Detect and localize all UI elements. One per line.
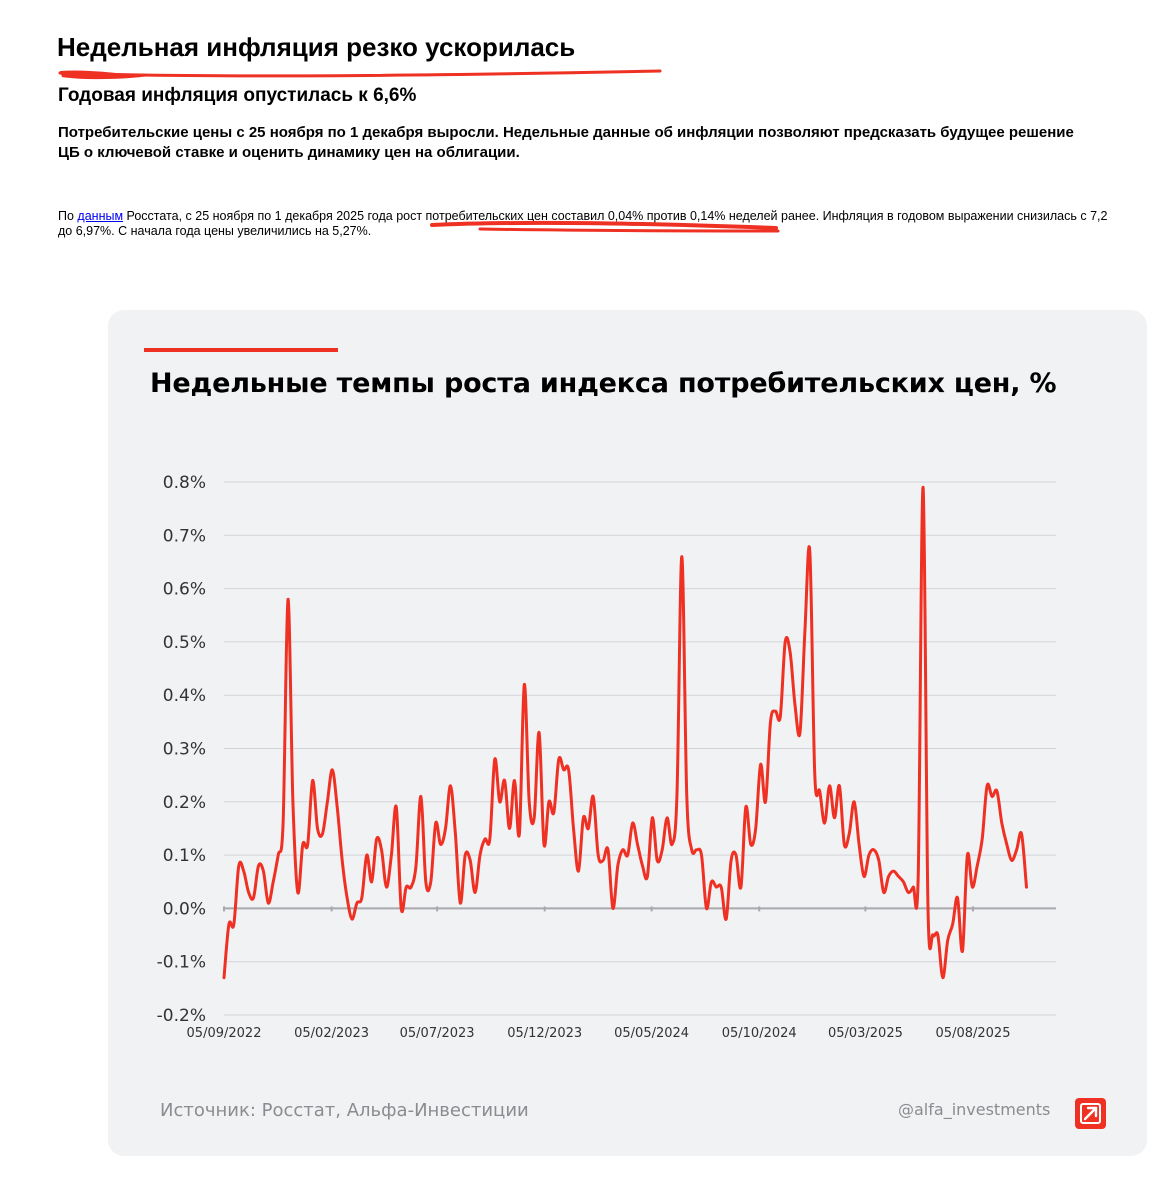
alfa-arrow-icon [1075,1098,1106,1129]
article-body-prefix: По [58,209,78,223]
y-tick-label: 0.3% [162,739,206,760]
x-tick-label: 05/12/2023 [507,1026,583,1041]
article-body [58,209,1108,239]
chart-card [108,310,1147,1156]
x-tick-label: 05/02/2023 [294,1026,370,1041]
y-tick-label: -0.1% [156,952,206,973]
y-tick-label: 0.4% [162,686,206,707]
y-tick-label: 0.2% [162,792,206,813]
x-tick-label: 05/07/2023 [399,1026,475,1041]
title-underline-blob [60,71,150,80]
y-tick-label: 0.6% [162,579,206,600]
x-tick-label: 05/05/2024 [614,1026,690,1041]
article-title: Недельная инфляция резко ускорилась [57,32,576,62]
x-tick-label: 05/08/2025 [935,1026,1011,1041]
y-tick-label: 0.5% [162,632,206,653]
y-tick-label: 0.7% [162,526,206,547]
article-lead: Потребительские цены с 25 ноября по 1 декабря выросли. Недельные данные об инфляции позволяют предсказать будущее решение ЦБ о ключевой ставке и оценить динамику цен на облигации. [58,124,1074,161]
y-tick-label: 0.1% [162,846,206,867]
title-underline-stroke [60,71,660,76]
y-tick-label: -0.2% [156,1006,206,1026]
x-tick-label: 05/03/2025 [827,1026,903,1041]
article-body-rest: Росстата, с 25 ноября по 1 декабря 2025 года рост потребительских цен составил 0,04% против 0,14% неделей ранее. Инфляция в годовом выражении снизилась с 7,2 до 6,97%. С начала года цены увеличились на 5,27%. [58,209,1108,238]
article-subtitle: Годовая инфляция опустилась к 6,6% [58,85,417,106]
x-tick-label: 05/10/2024 [721,1026,797,1041]
rosstat-data-link[interactable]: данным [77,209,124,223]
chart-source: Источник: Росстат, Альфа-Инвестиции [160,1100,529,1121]
y-tick-label: 0.8% [162,473,206,493]
line-chart [108,310,1147,1070]
x-tick-label: 05/09/2022 [186,1026,262,1041]
brand-handle: @alfa_investments [898,1100,1051,1119]
chart-title: Недельные темпы роста индекса потребительских цен, % [150,368,1057,399]
y-tick-label: 0.0% [162,899,206,920]
series-line [224,487,1027,977]
